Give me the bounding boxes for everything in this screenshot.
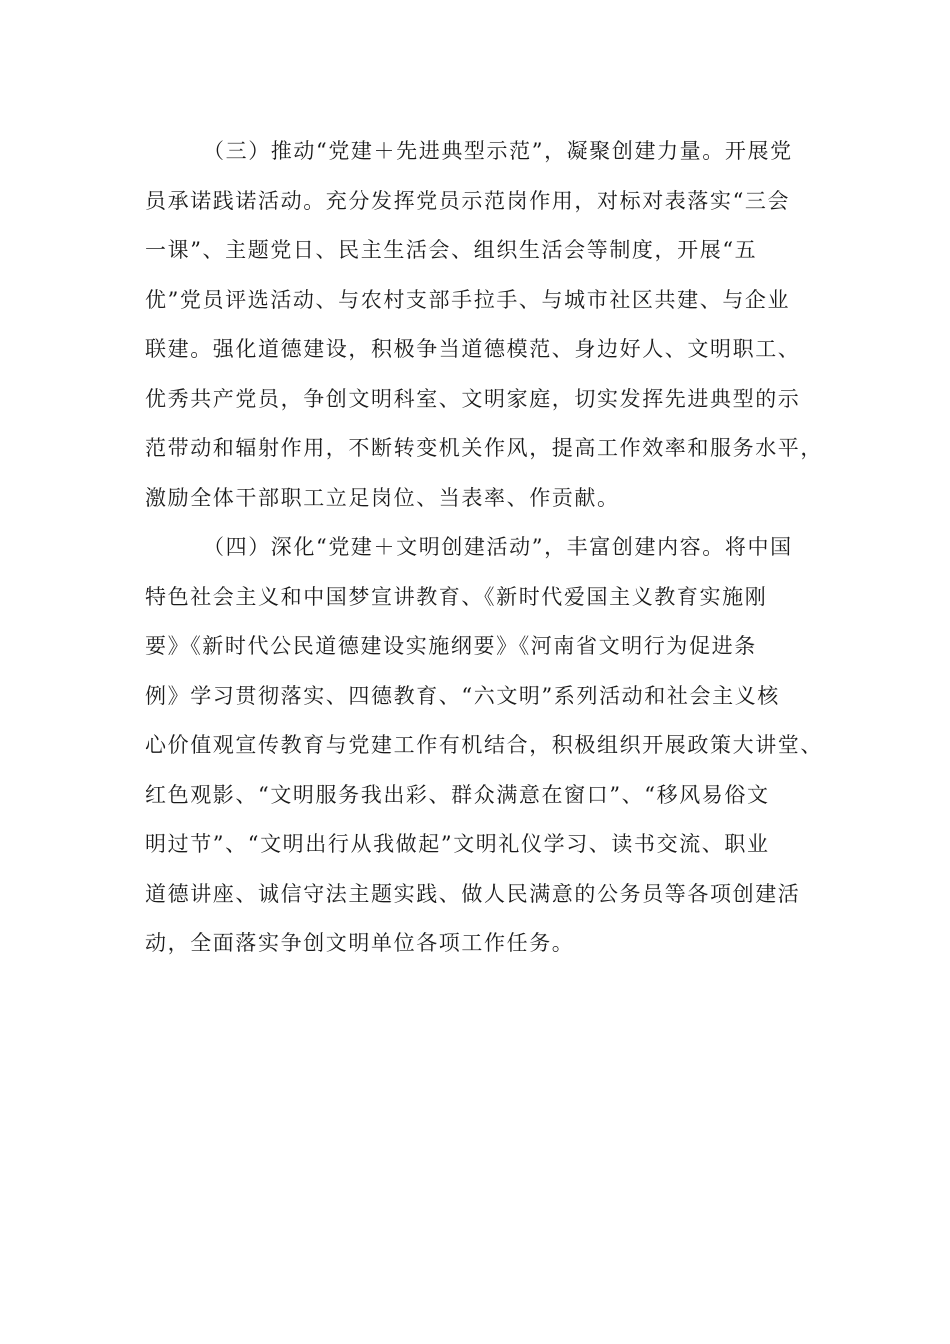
text-line: 一课”、主题党日、民主生活会、组织生活会等制度，开展“五 (145, 238, 758, 262)
text-line: 优”党员评选活动、与农村支部手拉手、与城市社区共建、与企业 (145, 287, 791, 312)
paragraph-party-building-exemplar (145, 127, 825, 523)
text-line: （三）推动“党建＋先进典型示范”，凝聚创建力量。开展党 (203, 139, 793, 163)
document-body (145, 127, 825, 969)
text-line: （四）深化“党建＋文明创建活动”，丰富创建内容。将中国 (203, 535, 793, 559)
text-line: 员承诺践诺活动。充分发挥党员示范岗作用，对标对表落实“三会 (145, 188, 791, 213)
text-line: 动，全面落实争创文明单位各项工作任务。 (145, 931, 575, 955)
text-line: 心价值观宣传教育与党建工作有机结合，积极组织开展政策大讲堂、 (145, 733, 823, 757)
text-line: 优秀共产党员，争创文明科室、文明家庭，切实发挥先进典型的示 (145, 386, 801, 411)
text-line: 明过节”、“文明出行从我做起”文明礼仪学习、读书交流、职业 (145, 832, 770, 856)
text-line: 范带动和辐射作用，不断转变机关作风，提高工作效率和服务水平， (145, 436, 823, 460)
text-line: 红色观影、“文明服务我出彩、群众满意在窗口”、“移风易俗文 (145, 782, 770, 807)
paragraph-civilization-creation (145, 523, 825, 969)
text-line: 例》学习贯彻落实、四德教育、“六文明”系列活动和社会主义核 (145, 683, 780, 708)
text-line: 道德讲座、诚信守法主题实践、做人民满意的公务员等各项创建活 (145, 881, 801, 906)
text-line: 要》《新时代公民道德建设实施纲要》《河南省文明行为促进条 (145, 634, 757, 658)
text-line: 联建。强化道德建设，积极争当道德模范、身边好人、文明职工、 (145, 337, 801, 361)
text-line: 激励全体干部职工立足岗位、当表率、作贡献。 (145, 485, 620, 510)
text-line: 特色社会主义和中国梦宣讲教育、《新时代爱国主义教育实施刚 (145, 584, 768, 609)
